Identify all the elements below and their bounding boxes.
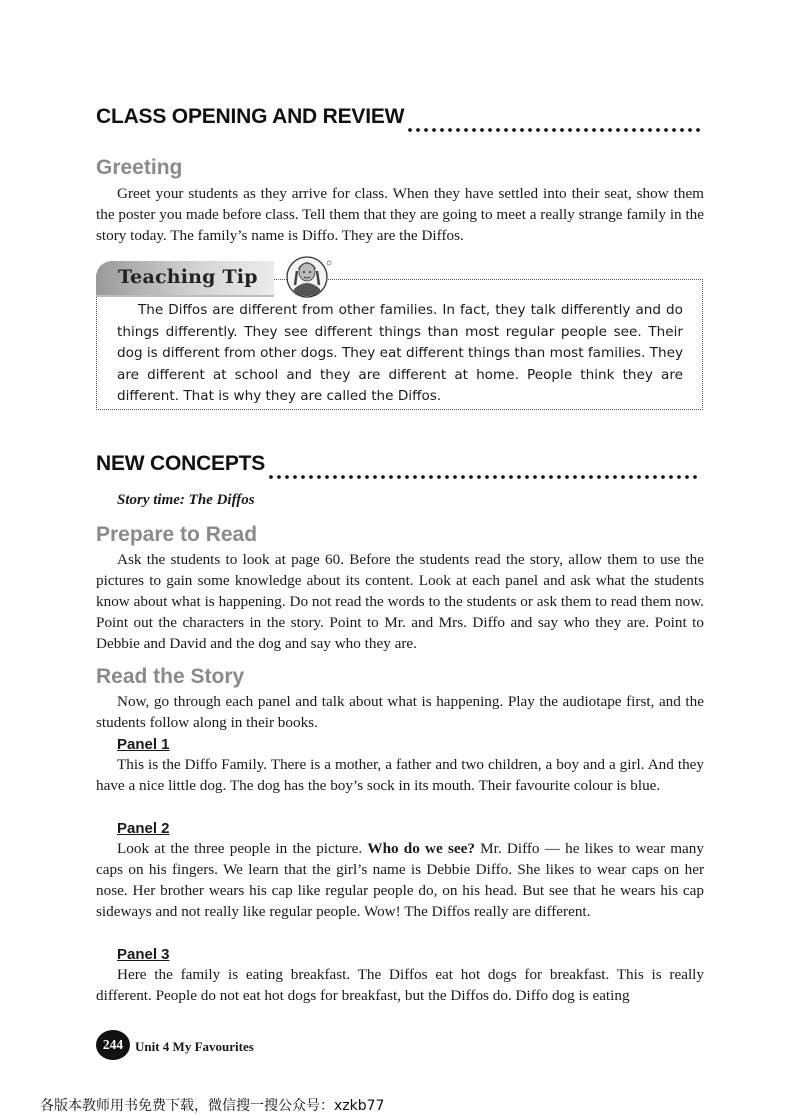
page-number-badge: 244 [96, 1030, 130, 1060]
read-the-story-heading: Read the Story [96, 665, 245, 688]
panel-1-label: Panel 1 [117, 736, 170, 753]
prepare-to-read-paragraph: Ask the students to look at page 60. Before the students read the story, allow them to use the pictures to gain some knowledge about its content. Look at each panel and ask what the students know about what is happening. Do not read the words to the students or ask them to read them now. Point out the characters in the story. Point to Mr. and Mrs. Diffo and say who they are. Point to Debbie and David and the dog and say who they are. [96, 551, 704, 652]
panel-2-bold-question: Who do we see? [367, 840, 475, 857]
panel-3-label: Panel 3 [117, 946, 170, 963]
prepare-to-read-heading: Prepare to Read [96, 523, 258, 546]
dotted-rule [406, 127, 700, 133]
section-title: CLASS OPENING AND REVIEW [96, 105, 405, 128]
section-heading-class-opening [96, 106, 700, 127]
greeting-heading: Greeting [96, 156, 183, 179]
unit-footer-text: Unit 4 My Favourites [135, 1039, 254, 1054]
panel-2-text-a: Look at the three people in the picture. [117, 840, 368, 857]
panel-2-label: Panel 2 [117, 820, 170, 837]
panel-2-paragraph [96, 838, 704, 922]
panel-3-paragraph: Here the family is eating breakfast. The Diffos eat hot dogs for breakfast. This is really different. People do not eat hot dogs for breakfast, but the Diffos do. Diffo dog is eating [96, 966, 704, 1004]
panel-1-paragraph: This is the Diffo Family. There is a mother, a father and two children, a boy and a girl. And they have a nice little dog. The dog has the boy’s sock in its mouth. Their favourite colour is blue. [96, 756, 704, 794]
teaching-tip-text: The Diffos are different from other families. In fact, they talk differently and do things differently. They see different things than most regular people see. Their dog is different from other dogs. They eat different things than most families. They are different at school and they are different at home. People think they are different. That is why they are called the Diffos. [117, 302, 683, 404]
section-heading-new-concepts [96, 453, 700, 474]
section-title: NEW CONCEPTS [96, 452, 266, 475]
dotted-rule [267, 474, 700, 480]
teacher-portrait-icon [285, 255, 333, 299]
download-note: 各版本教师用书免费下载，微信搜一搜公众号：xzkb77 [40, 1098, 385, 1114]
teaching-tip-title: Teaching Tip [118, 266, 258, 288]
panel-2-text-b: Mr. Diffo — he likes to wear many caps on his fingers. We learn that the girl’s name is Debbie Diffo. She likes to wear caps on her nose. Her brother wears his cap like regular people do, on his head. But see that he wears his cap sideways and not really like regular people. Wow! The Diffos really are different. [96, 840, 704, 920]
read-the-story-paragraph: Now, go through each panel and talk about what is happening. Play the audiotape first, and the students follow along in their books. [96, 693, 704, 731]
story-time-label: Story time: The Diffos [117, 492, 255, 508]
greeting-paragraph: Greet your students as they arrive for class. When they have settled into their seat, show them the poster you made before class. Tell them that they are going to meet a really strange family in the story today. The family’s name is Diffo. They are the Diffos. [96, 185, 704, 244]
